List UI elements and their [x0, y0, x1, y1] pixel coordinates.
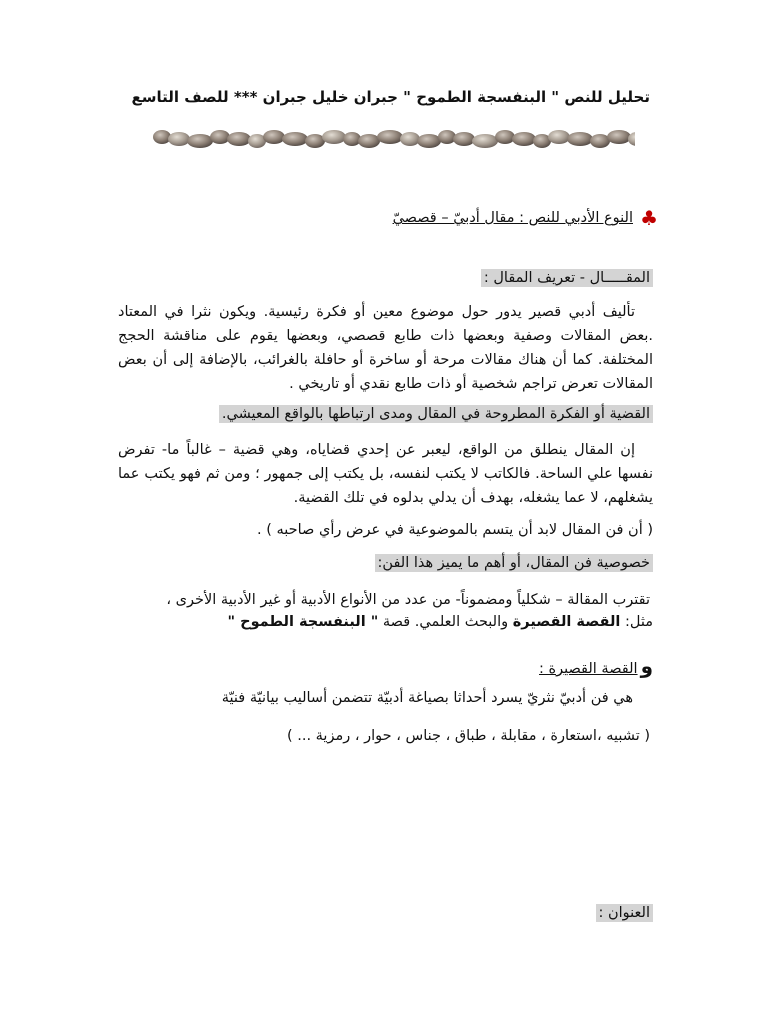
pebble — [417, 134, 441, 148]
section-heading-short-story: القصة القصيرة : — [539, 661, 638, 677]
short-story-definition: هي فن أدبيّ نثريّ يسرد أحداثا بصياغة أدبيّة تتضمن أساليب بيانيّة فنيّة — [221, 690, 633, 706]
pebble — [567, 132, 593, 146]
pebble — [305, 134, 325, 148]
pebble — [358, 134, 380, 148]
pebble — [438, 130, 456, 144]
section-heading-features: خصوصية فن المقال، أو أهم ما يميز هذا الفن: — [375, 554, 653, 572]
objectivity-note: ( أن فن المقال لابد أن يتسم بالموضوعية في عرض رأي صاحبه ) . — [257, 522, 653, 538]
story-name: " البنفسجة الطموح " — [227, 614, 379, 630]
rhetoric-list: ( تشبيه ،استعارة ، مقابلة ، طباق ، جناس ، حوار ، رمزية ... ) — [286, 728, 650, 744]
pebble — [590, 134, 610, 148]
pebble — [210, 130, 230, 144]
pebble — [512, 132, 536, 146]
pebble — [453, 132, 475, 146]
section-marker: و — [640, 654, 653, 678]
section-heading-essay: المقـــــال - تعريف المقال : — [481, 269, 653, 287]
club-icon: ♣ — [640, 206, 658, 230]
pebble — [607, 130, 631, 144]
address-label: العنوان : — [596, 904, 653, 922]
genre-line: النوع الأدبي للنص : مقال أدبيّ – قصصيّ — [392, 210, 633, 226]
features-middle: والبحث العلمي. قصة — [378, 614, 513, 630]
pebble — [495, 130, 515, 144]
short-story-term: القصة القصيرة — [512, 614, 621, 630]
features-line-2 — [228, 614, 653, 630]
pebble — [168, 132, 190, 146]
pebble — [548, 130, 570, 144]
pebble — [282, 132, 308, 146]
pebble — [343, 132, 361, 146]
pebble — [263, 130, 285, 144]
pebble — [377, 130, 403, 144]
pebble-border — [145, 124, 635, 154]
essay-definition: تأليف أدبي قصير يدور حول موضوع معين أو فكرة رئيسية. ويكون نثرا في المعتاد .بعض المقالات وصفية وبعضها ذات طابع قصصي، وبعضها يقوم على مناقشة الحجج المختلفة. كما أن هناك مقالات مرحة أو ساخرة أو حافلة بالغرائب، بالإضافة إلى أن بعض المقالات تعرض تراجم شخصية أو ذات طابع نقدي أو تاريخي . — [118, 304, 653, 392]
pebble — [153, 130, 171, 144]
pebble — [472, 134, 498, 148]
section-heading-issue: القضية أو الفكرة المطروحة في المقال ومدى ارتباطها بالواقع المعيشي. — [219, 405, 653, 423]
pebble — [227, 132, 251, 146]
features-line-1: تقترب المقالة – شكلياً ومضموناً- من عدد من الأنواع الأدبية أو غير الأدبية الأخرى ، — [166, 592, 650, 608]
doc-title: تحليل للنص " البنفسجة الطموح " جبران خليل جبران *** للصف التاسع — [131, 88, 650, 106]
issue-paragraph: إن المقال ينطلق من الواقع، ليعبر عن إحدي قضاياه، وهي قضية – غالباً ما- تفرض نفسها علي الساحة. فالكاتب لا يكتب لنفسه، بل يكتب إلى جمهور ؛ ومن ثم فهو يكتب عما يشغلهم، لا عما يشغله، بهدف أن يدلي بدلوه في تلك القضية. — [118, 442, 653, 506]
pebble — [400, 132, 420, 146]
pebble — [187, 134, 213, 148]
pebble — [322, 130, 346, 144]
features-prefix: مثل: — [620, 614, 653, 630]
